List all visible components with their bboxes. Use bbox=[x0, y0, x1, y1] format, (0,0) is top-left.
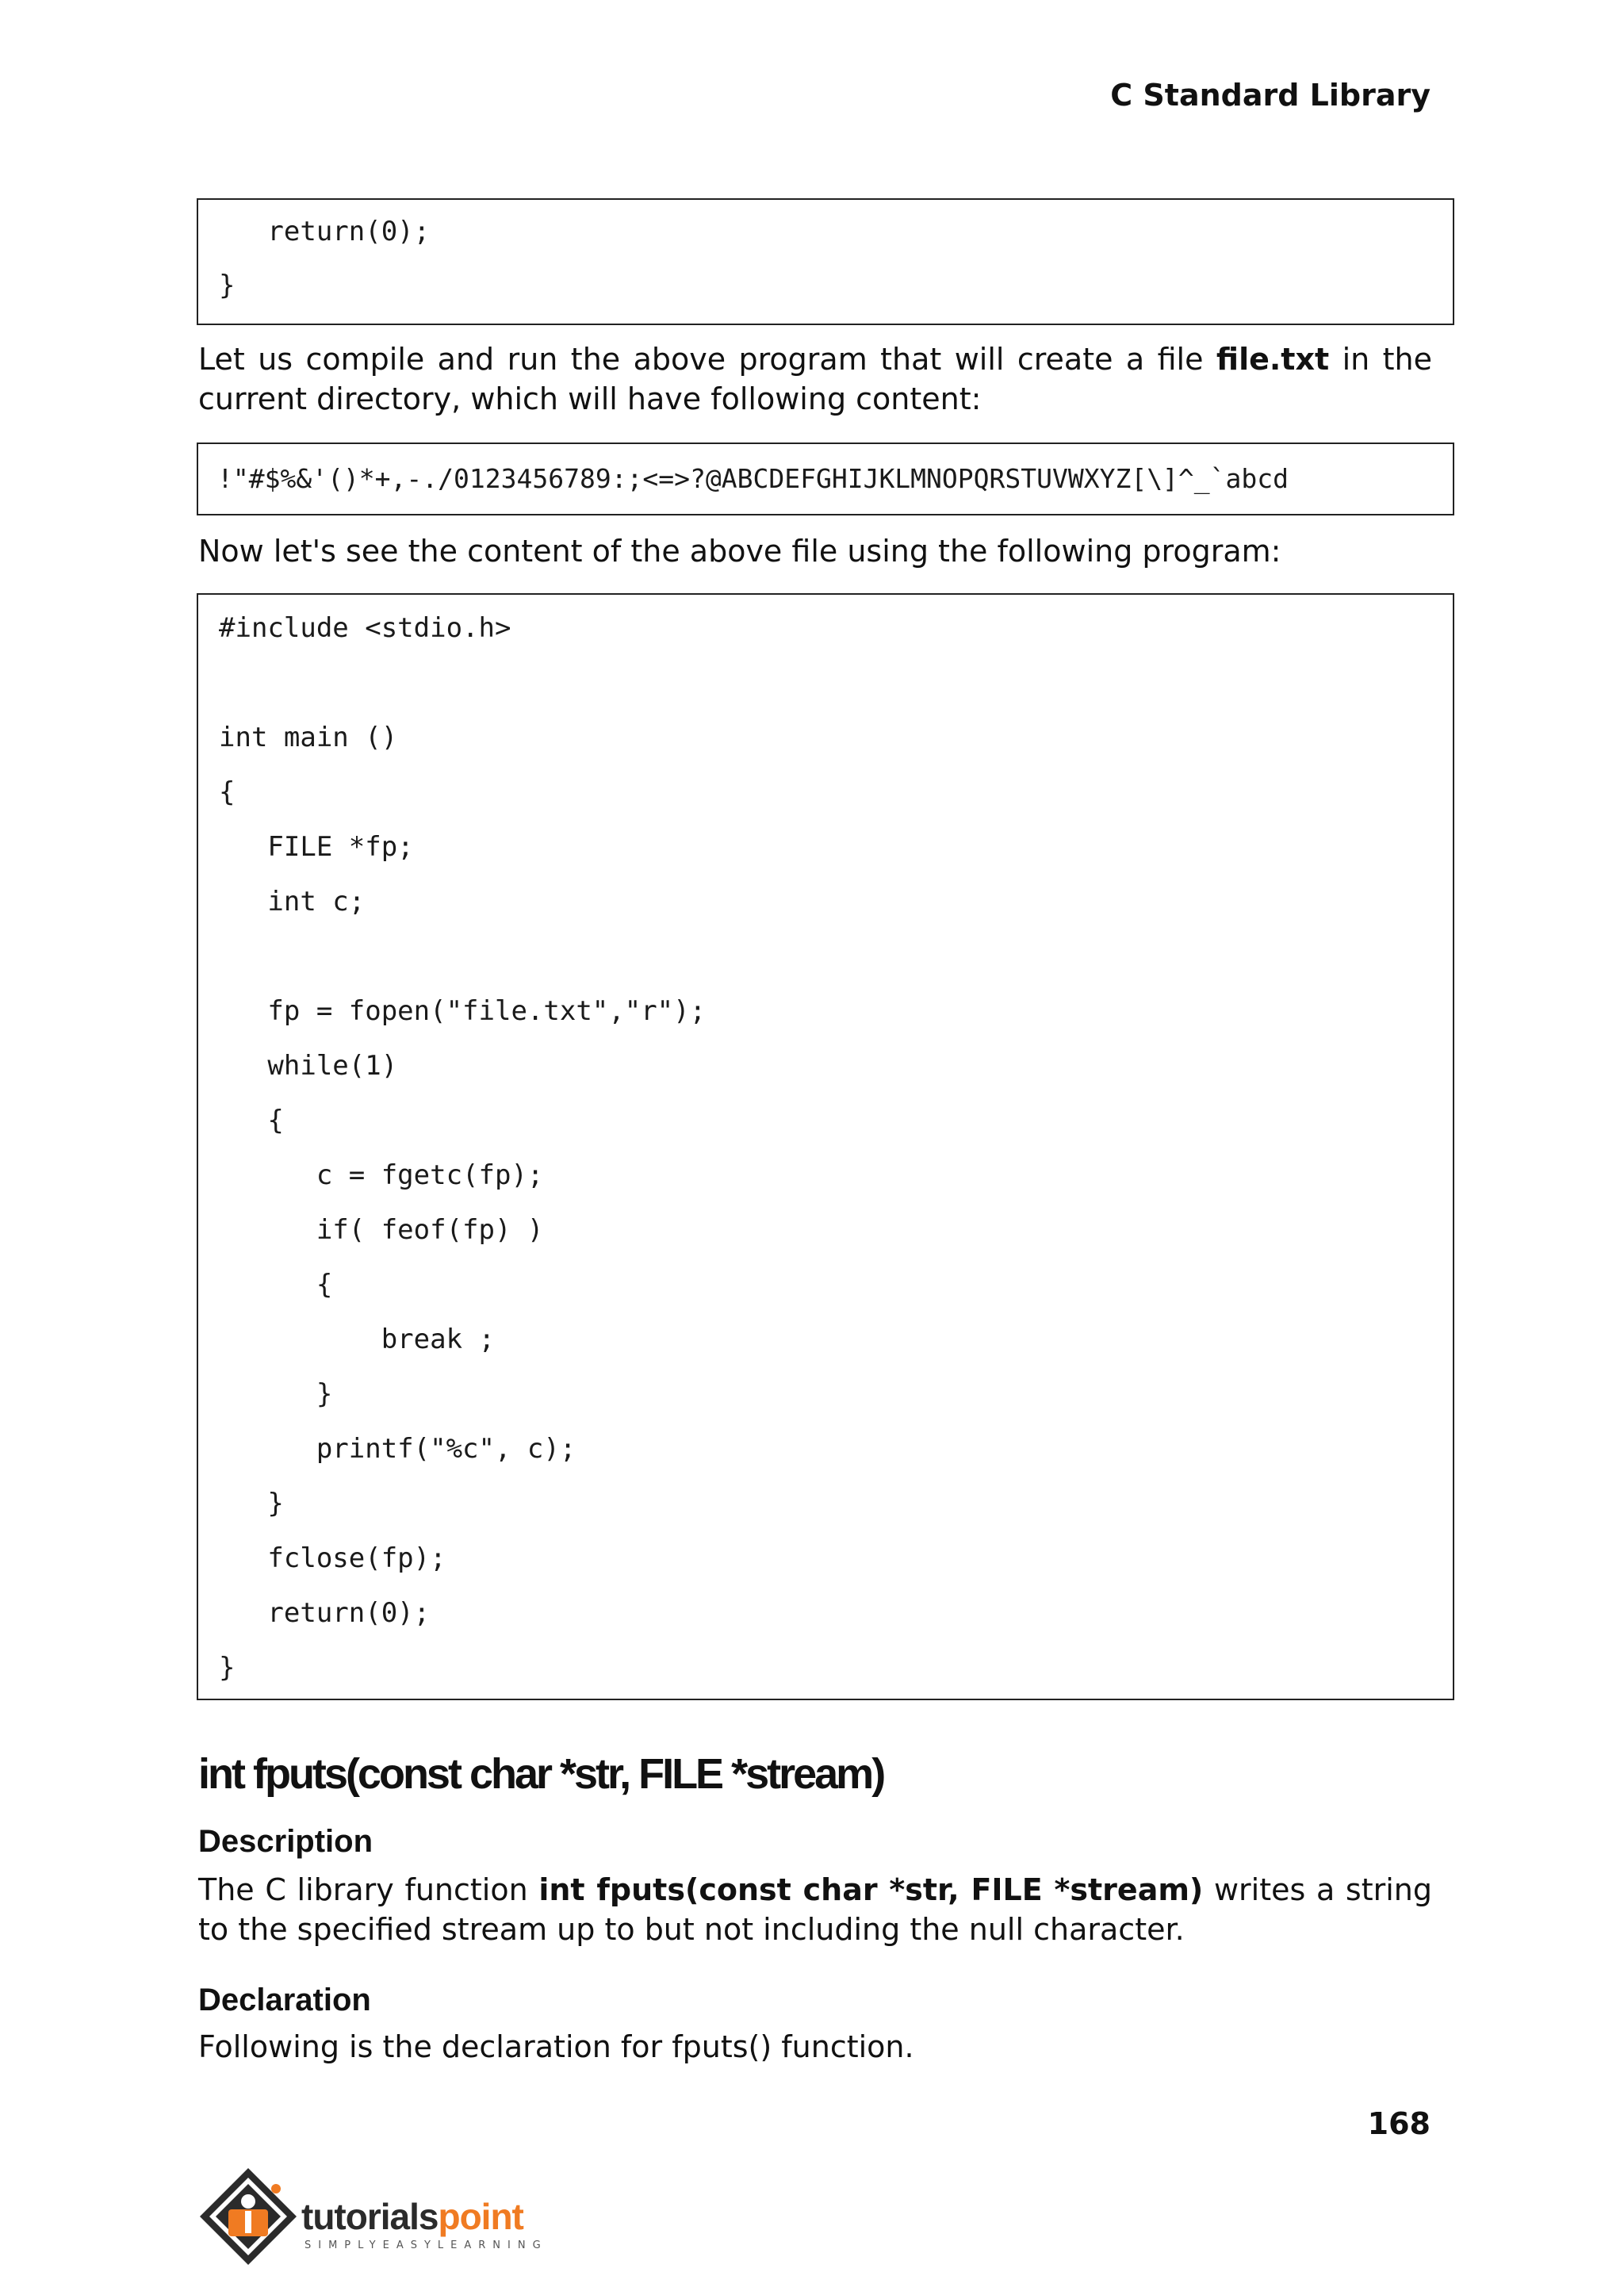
code-line: int c; bbox=[219, 886, 366, 918]
paragraph-compile-run bbox=[198, 339, 1432, 419]
logo-mark-icon bbox=[197, 2165, 300, 2268]
code-line: break ; bbox=[219, 1324, 495, 1355]
code-line: { bbox=[219, 1105, 284, 1136]
page-header-title: C Standard Library bbox=[1110, 78, 1431, 113]
code-line: return(0); bbox=[219, 1597, 431, 1629]
code-line: return(0); bbox=[219, 216, 431, 247]
code-block-return bbox=[197, 198, 1454, 325]
code-line: { bbox=[219, 776, 236, 808]
logo-tagline: SIMPLYEASYLEARNING bbox=[304, 2239, 548, 2251]
logo-word-main: tutorials bbox=[301, 2196, 439, 2237]
code-line: #include <stdio.h> bbox=[219, 612, 511, 644]
page-number: 168 bbox=[1367, 2106, 1431, 2141]
logo-wordmark bbox=[301, 2195, 523, 2238]
code-line: } bbox=[219, 1652, 236, 1684]
code-line: { bbox=[219, 1269, 333, 1301]
output-line: !"#$%&'()*+,-./0123456789:;<=>?@ABCDEFGHIJKLMNOPQRSTUVWXYZ[\]^_`abcd bbox=[217, 463, 1289, 494]
code-line: } bbox=[219, 1378, 333, 1410]
output-content-block bbox=[197, 443, 1454, 515]
logo-word-accent: point bbox=[438, 2196, 523, 2237]
description-title: Description bbox=[198, 1824, 373, 1859]
declaration-title: Declaration bbox=[198, 1983, 371, 2017]
code-line: int main () bbox=[219, 722, 398, 753]
code-line: printf("%c", c); bbox=[219, 1433, 576, 1465]
code-line: } bbox=[219, 270, 236, 301]
filename-bold: file.txt bbox=[1216, 342, 1330, 377]
description-paragraph bbox=[198, 1870, 1432, 1949]
code-line: while(1) bbox=[219, 1050, 398, 1082]
paragraph-text: in the current directory, which will have following content: bbox=[198, 342, 1432, 416]
declaration-paragraph: Following is the declaration for fputs() function. bbox=[198, 2029, 914, 2064]
code-line: fclose(fp); bbox=[219, 1542, 446, 1574]
section-heading-fputs: int fputs(const char *str, FILE *stream) bbox=[198, 1750, 884, 1798]
code-line: fp = fopen("file.txt","r"); bbox=[219, 995, 707, 1027]
code-line: } bbox=[219, 1488, 284, 1519]
code-line: if( feof(fp) ) bbox=[219, 1214, 544, 1246]
paragraph-text: writes a string to the specified stream up to but not including the null character. bbox=[198, 1872, 1433, 1947]
code-line: FILE *fp; bbox=[219, 831, 414, 863]
paragraph-text: The C library function bbox=[198, 1872, 539, 1907]
code-block-read-file bbox=[197, 593, 1454, 1700]
paragraph-see-content: Now let's see the content of the above file using the following program: bbox=[198, 534, 1281, 569]
code-line: c = fgetc(fp); bbox=[219, 1159, 544, 1191]
function-signature-bold: int fputs(const char *str, FILE *stream) bbox=[538, 1872, 1204, 1907]
tutorialspoint-logo bbox=[197, 2165, 577, 2268]
paragraph-text: Let us compile and run the above program that will create a file bbox=[198, 342, 1216, 377]
